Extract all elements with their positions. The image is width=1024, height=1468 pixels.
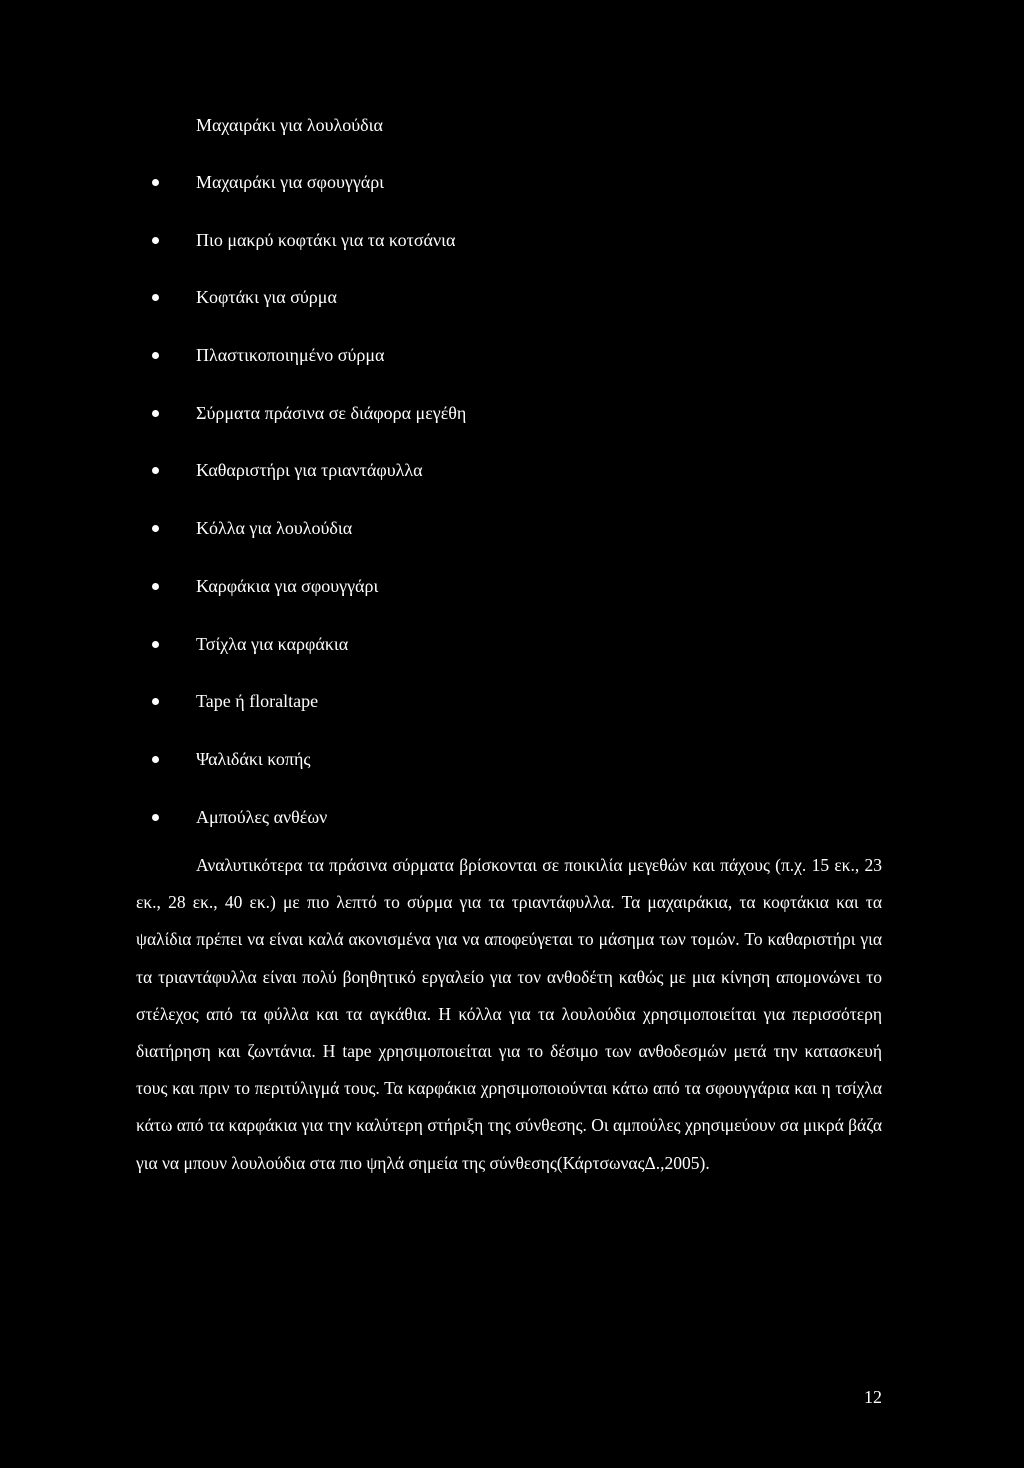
page-number: 12 — [864, 1387, 882, 1407]
bullet-dot-icon — [152, 641, 159, 648]
intro-line: Μαχαιράκι για λουλούδια — [196, 115, 383, 135]
bullet-item — [152, 517, 892, 575]
bullet-item — [152, 171, 892, 229]
bullet-dot-icon — [152, 294, 159, 301]
bullet-text: Τσίχλα για καρφάκια — [196, 633, 349, 654]
bullet-text: Πλαστικοποιημένο σύρμα — [196, 345, 385, 366]
bullet-dot-icon — [152, 756, 159, 763]
bullet-text: Κοφτάκι για σύρμα — [196, 287, 337, 308]
bullet-dot-icon — [152, 698, 159, 705]
bullet-item — [152, 690, 892, 748]
bullet-item — [152, 344, 892, 402]
bullet-dot-icon — [152, 467, 159, 474]
bullet-text: Μαχαιράκι για σφουγγάρι — [196, 172, 385, 192]
bullet-dot-icon — [152, 179, 159, 186]
bullet-item — [152, 286, 892, 344]
body-paragraph: Αναλυτικότερα τα πράσινα σύρματα βρίσκονται σε ποικιλία μεγεθών και πάχους (π.χ. 15 εκ., 23 εκ., 28 εκ., 40 εκ.) με πιο λεπτό το σύρμα για τα τριαντάφυλλα. Τα μαχαιράκια, τα κοφτάκια και τα ψαλίδια πρέπει να είναι καλά ακονισμένα για να αποφεύγεται το μάσημα των τομών. Το καθαριστήρι για τα τριαντάφυλλα είναι πολύ βοηθητικό εργαλείο για τον ανθοδέτη καθώς με μια κίνηση απομονώνει το στέλεχος από τα φύλλα και τα αγκάθια. Η κόλλα για τα λουλούδια χρησιμοποιείται για περισσότερη διατήρηση και ζωντάνια. Η tape χρησιμοποιείται για το δέσιμο των ανθοδεσμών μετά την κατασκευή τους και πριν το περιτύλιγμά τους. Τα καρφάκια χρησιμοποιούνται κάτω από τα σφουγγάρια και η τσίχλα κάτω από τα καρφάκια για την καλύτερη στήριξη της σύνθεσης. Οι αμπούλες χρησιμεύουν σα μικρά βάζα για να μπουν λουλούδια στα πιο ψηλά σημεία της σύνθεσης(ΚάρτσωναςΔ.,2005). — [136, 855, 882, 1173]
bullet-item — [152, 748, 892, 806]
bullet-text: Σύρματα πράσινα σε διάφορα μεγέθη — [196, 402, 467, 423]
bullet-item — [152, 459, 892, 517]
bullet-dot-icon — [152, 583, 159, 590]
bullet-dot-icon — [152, 814, 159, 821]
bullet-text: Πιο μακρύ κοφτάκι για τα κοτσάνια — [196, 229, 456, 250]
bullet-dot-icon — [152, 237, 159, 244]
bullet-text: Ψαλιδάκι κοπής — [196, 748, 311, 769]
bullet-text: Καρφάκια για σφουγγάρι — [196, 575, 379, 596]
bullet-dot-icon — [152, 525, 159, 532]
bullet-dot-icon — [152, 410, 159, 417]
bullet-item — [152, 633, 892, 691]
bullet-text: Καθαριστήρι για τριαντάφυλλα — [196, 460, 423, 481]
bullet-list — [152, 171, 892, 863]
bullet-text: Αμπούλες ανθέων — [196, 806, 328, 827]
bullet-text: Tape ή floraltape — [196, 691, 319, 712]
bullet-dot-icon — [152, 352, 159, 359]
bullet-text: Κόλλα για λουλούδια — [196, 518, 353, 539]
bullet-item — [152, 575, 892, 633]
bullet-item — [152, 229, 892, 287]
bullet-item — [152, 402, 892, 460]
